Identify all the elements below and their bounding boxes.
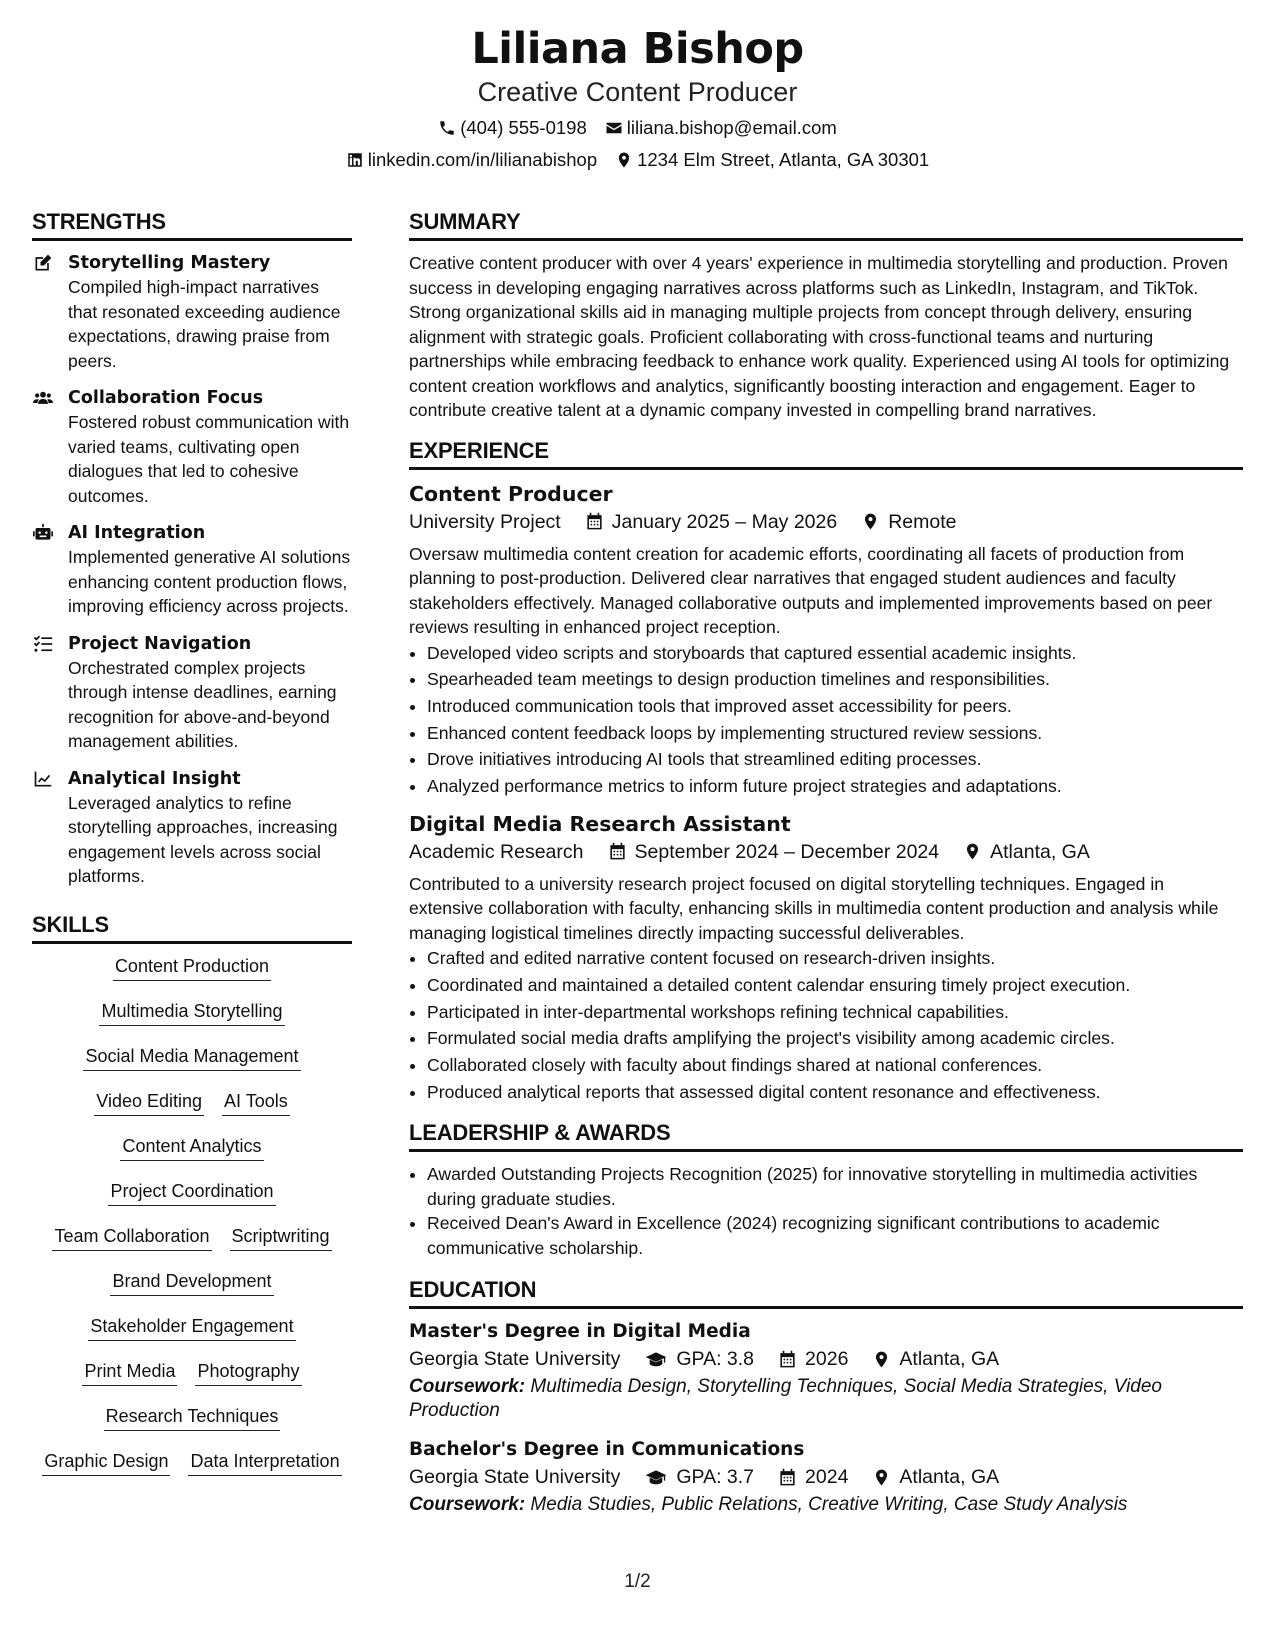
phone-text: (404) 555-0198 [460, 117, 587, 138]
address-text: 1234 Elm Street, Atlanta, GA 30301 [637, 149, 930, 170]
degree-meta [409, 1463, 1243, 1491]
job-bullet: • Produced analytical reports that assessed digital content resonance and effectiveness. [427, 1079, 1243, 1106]
degree-school: Georgia State University [409, 1348, 621, 1371]
left-column [32, 208, 352, 1494]
job-title: Digital Media Research Assistant [409, 811, 791, 836]
summary-text: Creative content producer with over 4 years' experience in multimedia storytelling and production. Proven success in developing engaging narratives across platforms such as LinkedIn, Instagram, and TikTok. Strong organizational skills aid in managing multiple projects from concept through delivery, ensuring alignment with strategic goals. Proficient collaborating with cross-functional teams and nurturing partnerships while embracing feedback to enhance work quality. Experienced using AI tools for optimizing content creation workflows and analytics, significantly boosting interaction and engagement. Eager to contribute creative talent at a dynamic company invested in compelling brand narratives. [409, 253, 1230, 420]
strength-desc: Orchestrated complex projects through intense deadlines, earning recognition for above-and-beyond management abilities. [68, 657, 337, 751]
job-title: Content Producer [409, 481, 613, 506]
calendar-icon [778, 1350, 797, 1369]
job-entry [409, 810, 1243, 1106]
skill-row [32, 1224, 352, 1269]
chart-line-icon [32, 769, 54, 789]
coursework [409, 1493, 1243, 1517]
strength-item [32, 521, 352, 619]
strength-title: Analytical Insight [68, 768, 241, 789]
skill-tag: Photography [195, 1359, 301, 1386]
map-pin-icon [963, 842, 982, 861]
education-entry [409, 1437, 1243, 1517]
skill-tag: Data Interpretation [188, 1449, 341, 1476]
skill-row [32, 1359, 352, 1404]
email-text: liliana.bishop@email.com [626, 117, 837, 138]
skills-list [32, 954, 352, 1494]
calendar-icon [608, 842, 627, 861]
job-description: Contributed to a university research project focused on digital storytelling techniques. Engaged in extensive collaboration with faculty, enhancing skills in multimedia content production and analysis while managing logistical timelines directly impacting successful deliverables. [409, 873, 1219, 943]
job-org: University Project [409, 510, 561, 533]
skill-tag: AI Tools [222, 1089, 290, 1116]
strengths-heading: STRENGTHS [32, 208, 352, 241]
job-description: Oversaw multimedia content creation for academic efforts, coordinating all facets of production from planning to post-production. Delivered clear narratives that engaged student audiences and faculty stakeholders effectively. Managed collaborative outputs and implemented improvements based on peer reviews resulting in enhanced project reception. [409, 543, 1213, 637]
skill-tag: Print Media [82, 1359, 177, 1386]
skill-tag: Content Analytics [120, 1134, 263, 1161]
page-number: 1/2 [624, 1571, 651, 1592]
skill-tag: Video Editing [94, 1089, 204, 1116]
job-bullet: • Drove initiatives introducing AI tools that streamlined editing processes. [427, 746, 1243, 773]
job-bullets [409, 945, 1243, 1105]
skill-tag: Graphic Design [42, 1449, 170, 1476]
skill-tag: Social Media Management [83, 1044, 300, 1071]
coursework [409, 1375, 1243, 1423]
email-contact[interactable] [605, 116, 837, 140]
skill-row [32, 1044, 352, 1089]
envelope-icon [605, 119, 623, 137]
coursework-text: Media Studies, Public Relations, Creative Writing, Case Study Analysis [530, 1494, 1128, 1516]
education-list [409, 1319, 1243, 1517]
skill-tag: Content Production [113, 954, 271, 981]
edit-icon [32, 253, 54, 273]
candidate-title: Creative Content Producer [477, 77, 798, 107]
degree-title: Master's Degree in Digital Media [409, 1321, 751, 1343]
calendar-icon [778, 1468, 797, 1487]
experience-list [409, 480, 1243, 1106]
contact-row-1 [0, 116, 1275, 140]
skill-row [32, 1314, 352, 1359]
strength-title: Storytelling Mastery [68, 253, 271, 273]
job-meta [409, 838, 1243, 866]
leadership-list [409, 1162, 1243, 1260]
strength-item [32, 767, 352, 889]
skills-heading: SKILLS [32, 911, 352, 944]
job-bullet: • Crafted and edited narrative content focused on research-driven insights. [427, 945, 1243, 972]
linkedin-contact[interactable] [346, 148, 597, 172]
strength-item [32, 251, 352, 373]
coursework-label: Coursework: [409, 1494, 526, 1516]
strength-item [32, 632, 352, 754]
resume-header [0, 22, 1275, 172]
skill-tag: Research Techniques [104, 1404, 281, 1431]
degree-meta [409, 1345, 1243, 1373]
strength-desc: Compiled high-impact narratives that resonated exceeding audience expectations, drawing praise from peers. [68, 277, 341, 371]
degree-school: Georgia State University [409, 1466, 621, 1489]
strength-desc: Leveraged analytics to refine storytelling approaches, increasing engagement levels across social platforms. [68, 792, 338, 886]
degree-gpa: GPA: 3.7 [676, 1466, 755, 1489]
skill-tag: Team Collaboration [52, 1224, 211, 1251]
award-bullet: • Received Dean's Award in Excellence (2024) recognizing significant contributions to academic communicative scholarship. [427, 1211, 1243, 1260]
job-entry [409, 480, 1243, 800]
checklist-icon [32, 634, 54, 654]
strength-item [32, 386, 352, 508]
job-meta [409, 508, 1243, 536]
education-heading: EDUCATION [409, 1276, 1243, 1309]
job-location: Atlanta, GA [990, 840, 1090, 863]
contact-row-2 [0, 148, 1275, 172]
skill-row [32, 1179, 352, 1224]
leadership-heading: LEADERSHIP & AWARDS [409, 1119, 1243, 1152]
candidate-name: Liliana Bishop [471, 24, 804, 74]
strength-title: AI Integration [68, 523, 206, 543]
degree-year: 2024 [805, 1466, 849, 1489]
skill-tag: Multimedia Storytelling [99, 999, 284, 1026]
phone-icon [438, 119, 456, 137]
education-entry [409, 1319, 1243, 1423]
skill-tag: Project Coordination [108, 1179, 275, 1206]
linkedin-text: linkedin.com/in/lilianabishop [367, 149, 598, 170]
skill-row [32, 1269, 352, 1314]
job-location: Remote [888, 510, 957, 533]
address-contact [615, 148, 929, 172]
calendar-icon [585, 512, 604, 531]
job-dates: September 2024 – December 2024 [634, 840, 940, 863]
coursework-text: Multimedia Design, Storytelling Techniques, Social Media Strategies, Video Production [409, 1376, 1162, 1422]
strength-desc: Implemented generative AI solutions enhancing content production flows, improving efficiency across projects. [68, 547, 351, 616]
degree-title: Bachelor's Degree in Communications [409, 1439, 805, 1461]
linkedin-icon [346, 151, 364, 169]
job-bullets [409, 640, 1243, 800]
skill-row [32, 1449, 352, 1494]
graduation-cap-icon [644, 1468, 668, 1487]
job-bullet: • Collaborated closely with faculty about findings shared at national conferences. [427, 1052, 1243, 1079]
map-pin-icon [872, 1468, 891, 1487]
map-pin-icon [872, 1350, 891, 1369]
job-bullet: • Spearheaded team meetings to design production timelines and responsibilities. [427, 666, 1243, 693]
skill-row [32, 999, 352, 1044]
strength-desc: Fostered robust communication with varied teams, cultivating open dialogues that led to cohesive outcomes. [68, 412, 350, 506]
skill-tag: Brand Development [110, 1269, 273, 1296]
job-bullet: • Coordinated and maintained a detailed content calendar ensuring timely project execution. [427, 972, 1243, 999]
degree-gpa: GPA: 3.8 [676, 1348, 755, 1371]
robot-icon [32, 523, 54, 543]
strength-title: Project Navigation [68, 633, 252, 654]
strength-title: Collaboration Focus [68, 388, 264, 408]
job-bullet: • Developed video scripts and storyboards that captured essential academic insights. [427, 640, 1243, 667]
users-icon [32, 388, 54, 408]
summary-heading: SUMMARY [409, 208, 1243, 241]
job-org: Academic Research [409, 840, 584, 863]
job-dates: January 2025 – May 2026 [611, 510, 838, 533]
skill-row [32, 1134, 352, 1179]
degree-location: Atlanta, GA [899, 1466, 1000, 1489]
award-bullet: • Awarded Outstanding Projects Recognition (2025) for innovative storytelling in multimedia activities during graduate studies. [427, 1162, 1243, 1211]
skill-tag: Stakeholder Engagement [88, 1314, 295, 1341]
phone-contact[interactable] [438, 116, 587, 140]
job-bullet: • Analyzed performance metrics to inform future project strategies and adaptations. [427, 773, 1243, 800]
degree-location: Atlanta, GA [899, 1348, 1000, 1371]
map-pin-icon [861, 512, 880, 531]
skill-row [32, 954, 352, 999]
job-bullet: • Enhanced content feedback loops by implementing structured review sessions. [427, 720, 1243, 747]
job-bullet: • Participated in inter-departmental workshops refining technical capabilities. [427, 999, 1243, 1026]
skill-tag: Scriptwriting [230, 1224, 332, 1251]
job-bullet: • Formulated social media drafts amplifying the project's visibility among academic circles. [427, 1025, 1243, 1052]
right-column [409, 208, 1243, 1531]
degree-year: 2026 [805, 1348, 849, 1371]
experience-heading: EXPERIENCE [409, 437, 1243, 470]
coursework-label: Coursework: [409, 1376, 526, 1398]
job-bullet: • Introduced communication tools that improved asset accessibility for peers. [427, 693, 1243, 720]
skill-row [32, 1089, 352, 1134]
skill-row [32, 1404, 352, 1449]
map-pin-icon [615, 151, 633, 169]
graduation-cap-icon [644, 1350, 668, 1369]
